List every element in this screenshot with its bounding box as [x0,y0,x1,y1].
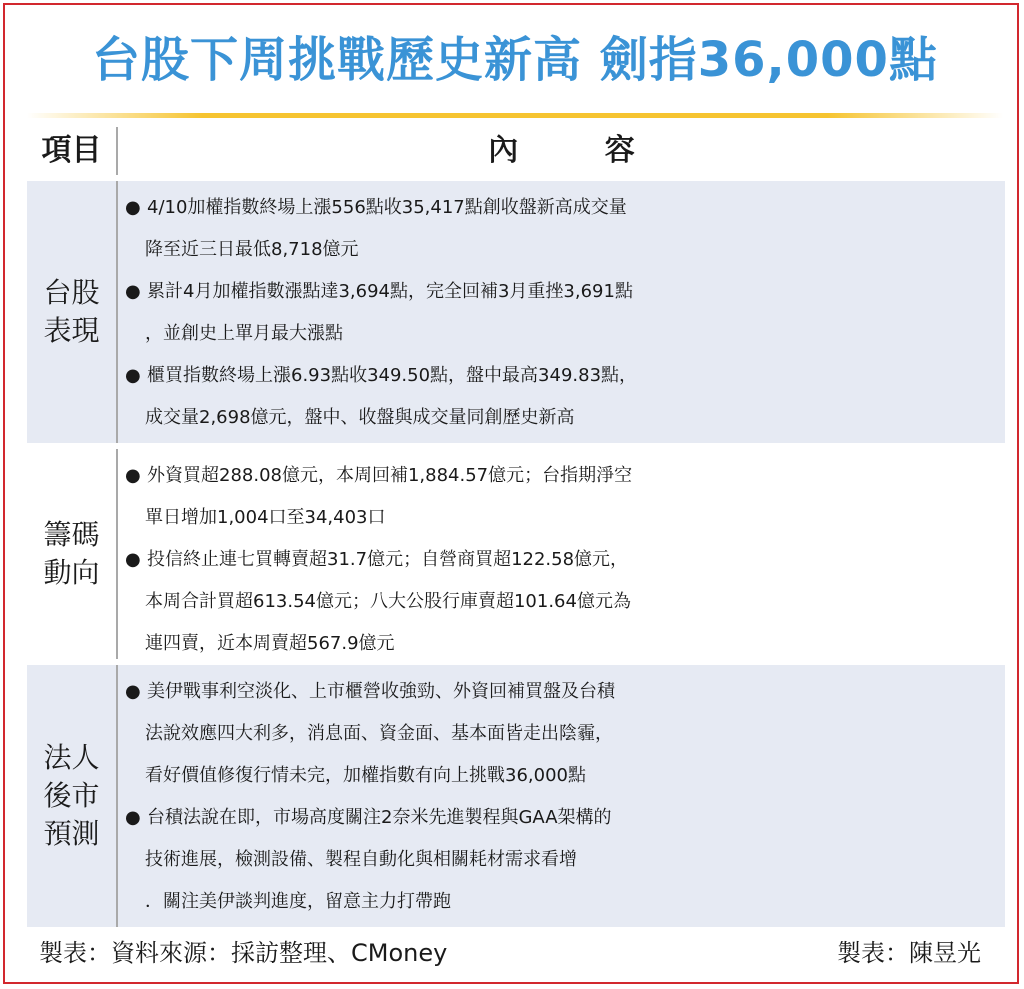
category-label: 台股表現 [43,276,100,347]
category-cell [27,449,118,659]
content-cell [125,187,1001,439]
header-content-label: 內 容 [488,133,673,168]
bullet-text: 連四賣，近本周賣超567.9億元 [145,633,395,654]
bullet-text: 投信終止連七買轉賣超31.7億元；自營商買超122.58億元， [147,549,629,570]
bullet-text: 台積法說在即，市場高度關注2奈米先進製程與GAA架構的 [147,807,612,828]
bullet-text: 降至近三日最低8,718億元 [145,239,359,260]
category-label: 籌碼動向 [43,518,100,589]
bullet-icon: ● [125,807,141,828]
bullet-icon: ● [125,281,141,302]
bullet-text: 法說效應四大利多，消息面、資金面、基本面皆走出陰霾， [145,723,613,744]
header-item-cell [27,127,118,175]
table-header-row [27,127,1005,175]
bullet-item [125,187,1001,271]
bullet-text: ，並創史上單月最大漲點 [145,323,343,344]
bullet-item [125,271,1001,355]
category-label: 法人後市預測 [43,741,100,850]
table-row [27,449,1005,659]
category-cell [27,181,118,443]
bullet-text: 本周合計買超613.54億元；八大公股行庫賣超101.64億元為 [145,591,631,612]
table-row [27,181,1005,443]
bullet-icon: ● [125,465,141,486]
bullet-item [125,455,1001,539]
bullet-icon: ● [125,681,141,702]
page-title: 台股下周挑戰歷史新高 劍指36,000點 [92,32,938,88]
category-cell [27,665,118,927]
bullet-text: 單日增加1,004口至34,403口 [145,507,386,528]
page-frame [3,3,1019,984]
bullet-text: 成交量2,698億元，盤中、收盤與成交量同創歷史新高 [145,407,575,428]
content-cell [125,455,1001,665]
title-underline [27,113,1003,118]
bullet-text: 累計4月加權指數漲點達3,694點，完全回補3月重挫3,691點 [147,281,633,302]
content-cell [125,671,1001,923]
header-item-label: 項目 [41,133,102,168]
bullet-text: 看好價值修復行情未完，加權指數有向上挑戰36,000點 [145,765,586,786]
table-row [27,665,1005,927]
bullet-icon: ● [125,549,141,570]
bullet-item [125,539,1001,665]
bullet-text: 技術進展，檢測設備、製程自動化與相關耗材需求看增 [145,849,577,870]
author-note: 製表：陳昱光 [837,939,981,967]
bullet-text: 美伊戰事利空淡化、上市櫃營收強勁、外資回補買盤及台積 [147,681,615,702]
bullet-icon: ● [125,365,141,386]
bullet-item [125,355,1001,439]
bullet-text: 外資買超288.08億元，本周回補1,884.57億元；台指期淨空 [147,465,633,486]
bullet-text: ．關注美伊談判進度，留意主力打帶跑 [145,891,451,912]
bullet-text: 櫃買指數終場上漲6.93點收349.50點，盤中最高349.83點， [147,365,638,386]
bullet-item [125,671,1001,797]
bullet-icon: ● [125,197,141,218]
source-note: 製表：資料來源：採訪整理、CMoney [39,939,448,967]
bullet-item [125,797,1001,923]
bullet-text: 4/10加權指數終場上漲556點收35,417點創收盤新高成交量 [147,197,627,218]
